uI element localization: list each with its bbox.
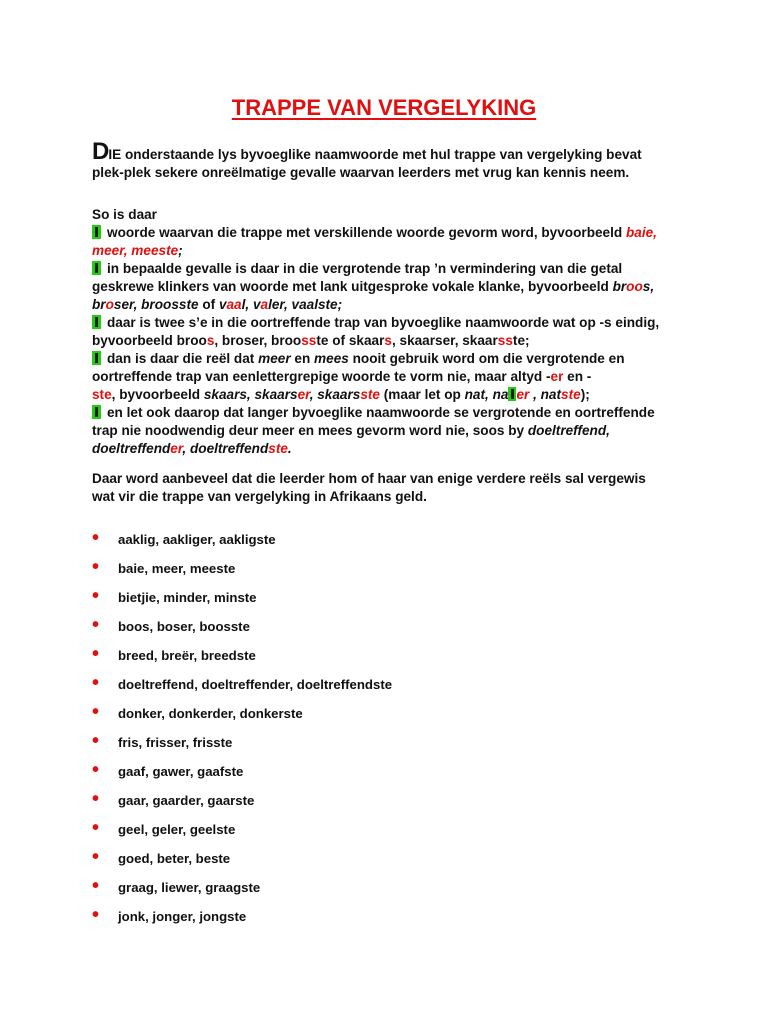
green-square-marker-icon <box>92 315 101 329</box>
green-square-marker-icon <box>92 225 101 239</box>
green-square-marker-icon <box>508 387 516 401</box>
red-bullet-icon: • <box>92 817 100 839</box>
list-item: • aaklig, aakliger, aakligste <box>92 527 276 549</box>
page-title: TRAPPE VAN VERGELYKING <box>231 95 537 120</box>
list-item: • gaar, gaarder, gaarste <box>92 788 255 810</box>
red-bullet-icon: • <box>92 527 100 549</box>
rule-point-1: woorde waarvan die trappe met verskillende woorde gevorm word, byvoorbeeld baie, meer, meeste; <box>92 225 657 258</box>
list-item: • boos, boser, boosste <box>92 614 250 636</box>
comparison-word-list <box>92 527 592 933</box>
so-is-daar-label: So is daar <box>92 207 157 222</box>
red-bullet-icon: • <box>92 585 100 607</box>
red-bullet-icon: • <box>92 701 100 723</box>
rule-point-4: dan is daar die reël dat meer en mees nooit gebruik word om die vergrotende en oortreffende trap van eenlettergrepige woorde te vorm nie, maar altyd -er en - ste, byvoorbeeld skaars, skaarser, skaarsste (maar let op nat, na er , natste); <box>92 351 625 402</box>
list-item: • breed, breër, breedste <box>92 643 256 665</box>
red-bullet-icon: • <box>92 556 100 578</box>
list-item: • fris, frisser, frisste <box>92 730 233 752</box>
red-bullet-icon: • <box>92 672 100 694</box>
green-square-marker-icon <box>92 351 101 365</box>
list-item: • bietjie, minder, minste <box>92 585 257 607</box>
list-item: • jonk, jonger, jongste <box>92 904 247 926</box>
red-bullet-icon: • <box>92 846 100 868</box>
red-bullet-icon: • <box>92 643 100 665</box>
rule-point-2: in bepaalde gevalle is daar in die vergrotende trap ’n vermindering van die getal geskrewe klinkers van woorde met lank uitgesproke vokale klanke, byvoorbeeld broos, broser, broosste of vaal, valer, vaalste; <box>92 261 655 312</box>
green-square-marker-icon <box>92 261 101 275</box>
intro-paragraph: DIE onderstaande lys byvoeglike naamwoorde met hul trappe van vergelyking bevat plek-plek sekere onreëlmatige gevalle waarvan leerders met vrug kan kennis neem. <box>92 138 642 180</box>
list-item: • gaaf, gawer, gaafste <box>92 759 244 781</box>
rule-point-5: en let ook daarop dat langer byvoeglike naamwoorde se vergrotende en oortreffende trap nie noodwendig deur meer en mees gevorm word nie, soos by doeltreffend, doeltreffender, doeltreffendste. <box>92 405 655 456</box>
recommendation-paragraph: Daar word aanbeveel dat die leerder hom of haar van enige verdere reëls sal vergewis wat vir die trappe van vergelyking in Afrikaans geld. <box>92 471 646 504</box>
red-bullet-icon: • <box>92 614 100 636</box>
red-bullet-icon: • <box>92 904 100 926</box>
list-item: • donker, donkerder, donkerste <box>92 701 303 723</box>
rule-point-3: daar is twee s’e in die oortreffende trap van byvoeglike naamwoorde wat op -s eindig, byvoorbeeld broos, broser, broosste of skaars, skaarser, skaarsste; <box>92 315 660 348</box>
list-item: • geel, geler, geelste <box>92 817 236 839</box>
red-bullet-icon: • <box>92 730 100 752</box>
red-bullet-icon: • <box>92 759 100 781</box>
red-bullet-icon: • <box>92 788 100 810</box>
rule-points <box>92 224 682 458</box>
list-item: • goed, beter, beste <box>92 846 231 868</box>
green-square-marker-icon <box>92 405 101 419</box>
drop-cap: D <box>92 138 109 165</box>
red-bullet-icon: • <box>92 875 100 897</box>
list-item: • doeltreffend, doeltreffender, doeltreffendste <box>92 672 393 694</box>
list-item: • graag, liewer, graagste <box>92 875 261 897</box>
list-item: • baie, meer, meeste <box>92 556 236 578</box>
